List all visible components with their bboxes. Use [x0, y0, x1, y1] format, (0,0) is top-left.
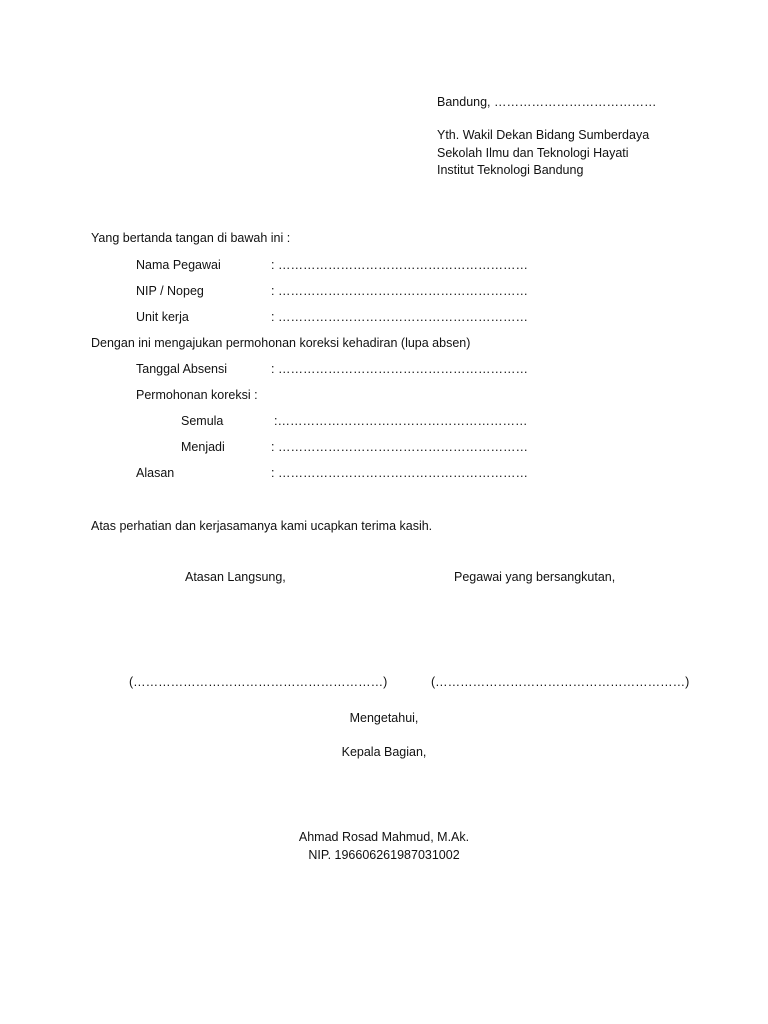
- field-label-unit: Unit kerja: [136, 310, 189, 324]
- approval-position: Kepala Bagian,: [341, 745, 427, 759]
- field-label-nip: NIP / Nopeg: [136, 284, 204, 298]
- field-label-alasan: Alasan: [136, 466, 175, 480]
- intro-text: Yang bertanda tangan di bawah ini :: [91, 231, 291, 245]
- field-value-semula: :……………………………………………………: [274, 414, 528, 428]
- recipient-line-1: Yth. Wakil Dekan Bidang Sumberdaya: [437, 128, 650, 142]
- field-value-unit: : ……………………………………………………: [271, 310, 528, 324]
- field-value-nama: : ……………………………………………………: [271, 258, 528, 272]
- recipient-line-3: Institut Teknologi Bandung: [437, 163, 584, 177]
- mengetahui-label: Mengetahui,: [349, 711, 419, 725]
- field-label-nama: Nama Pegawai: [136, 258, 221, 272]
- permohonan-label: Permohonan koreksi :: [136, 388, 258, 402]
- field-value-nip: : ……………………………………………………: [271, 284, 528, 298]
- right-signature-blank: (……………………………………………………): [431, 675, 690, 689]
- left-signature-blank: (……………………………………………………): [129, 675, 388, 689]
- right-signature-title: Pegawai yang bersangkutan,: [454, 570, 616, 584]
- field-label-tanggal: Tanggal Absensi: [136, 362, 228, 376]
- place-date: Bandung, …………………………………: [437, 95, 657, 109]
- approver-nip: NIP. 196606261987031002: [308, 848, 460, 862]
- request-statement: Dengan ini mengajukan permohonan koreksi kehadiran (lupa absen): [91, 336, 471, 350]
- field-label-semula: Semula: [181, 414, 224, 428]
- left-signature-title: Atasan Langsung,: [185, 570, 286, 584]
- recipient-line-2: Sekolah Ilmu dan Teknologi Hayati: [437, 146, 629, 160]
- field-label-menjadi: Menjadi: [181, 440, 225, 454]
- field-value-tanggal: : ……………………………………………………: [271, 362, 528, 376]
- field-value-menjadi: : ……………………………………………………: [271, 440, 528, 454]
- closing-text: Atas perhatian dan kerjasamanya kami ucapkan terima kasih.: [91, 519, 433, 533]
- approver-name: Ahmad Rosad Mahmud, M.Ak.: [298, 830, 470, 844]
- field-value-alasan: : ……………………………………………………: [271, 466, 528, 480]
